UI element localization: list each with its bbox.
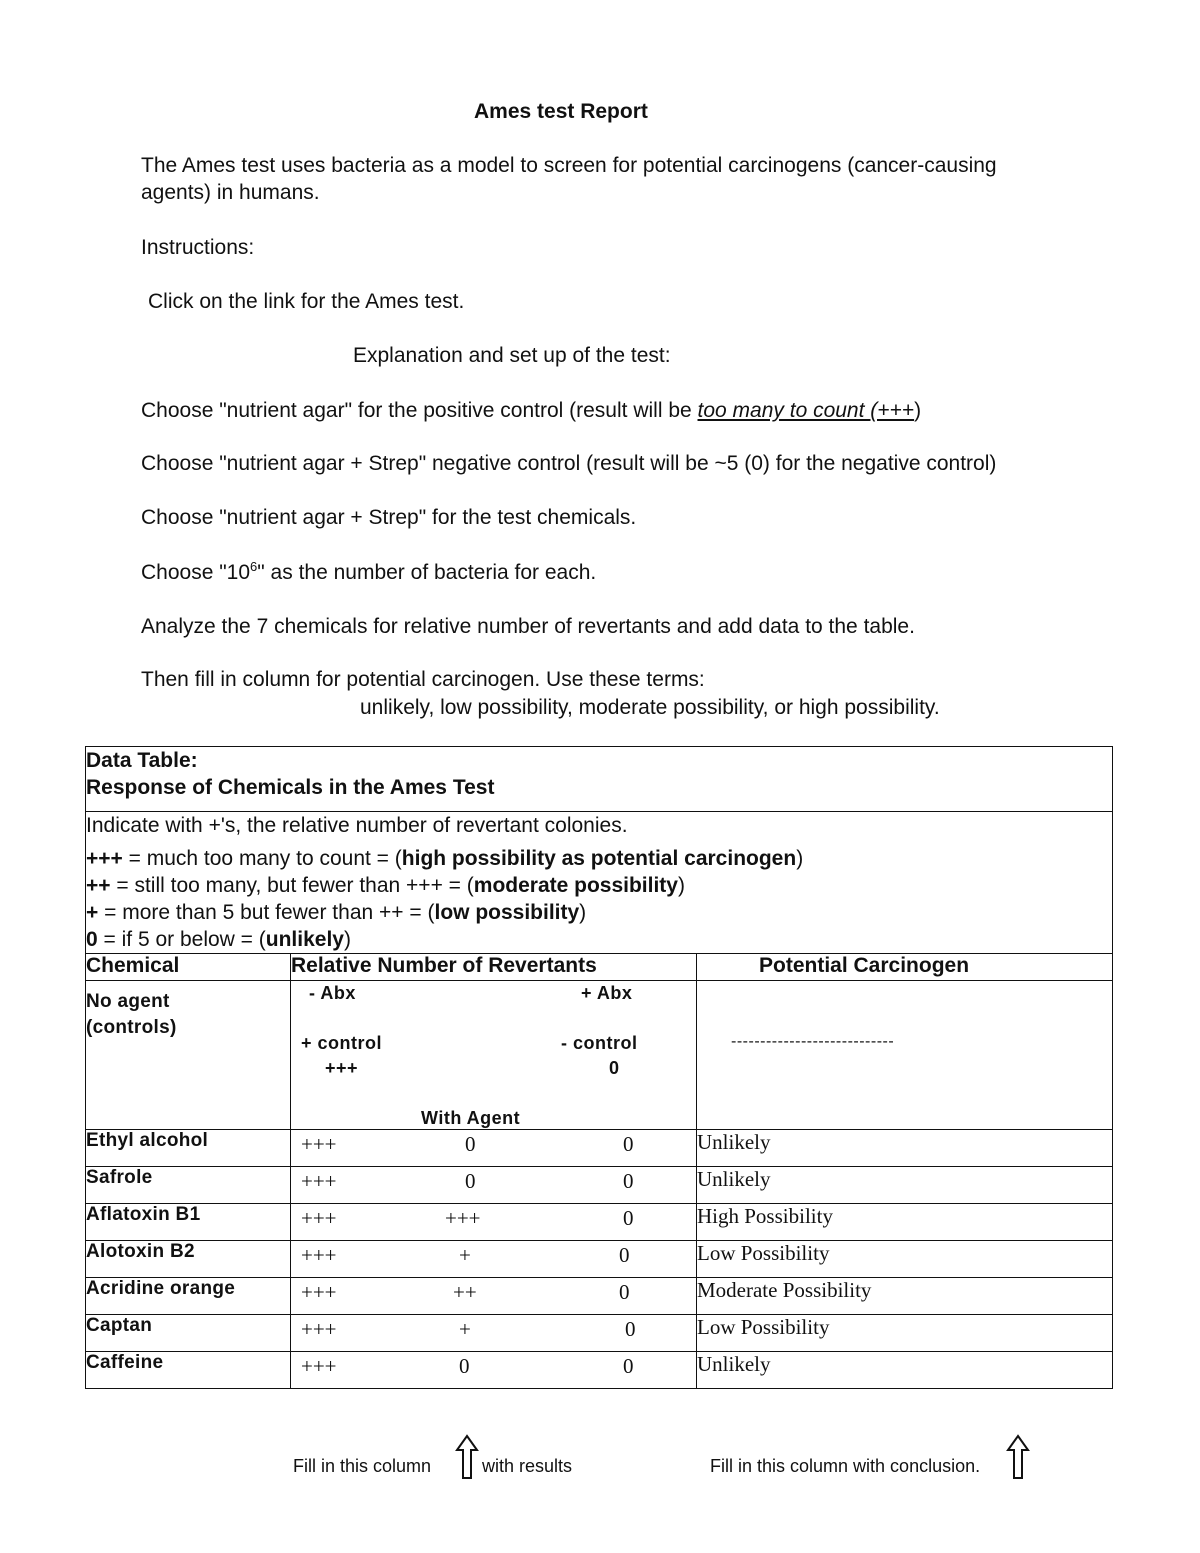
legend-symbol: ++ <box>86 874 111 897</box>
table-row <box>86 1130 1113 1167</box>
controls-carcinogen-cell <box>697 981 1113 1130</box>
with-agent-value: +++ <box>445 1206 481 1230</box>
page-title: Ames test Report <box>474 100 648 123</box>
minus-abx-value: +++ <box>301 1354 337 1378</box>
legend-text: = much too many to count = ( <box>122 847 402 870</box>
negative-control-step: Choose "nutrient agar + Strep" negative control (result will be ~5 (0) for the negative control) <box>141 452 997 475</box>
minus-control-label: - control <box>561 1033 638 1053</box>
chemical-name: Ethyl alcohol <box>86 1130 291 1167</box>
table-heading-title: Response of Chemicals in the Ames Test <box>86 776 495 799</box>
legend-symbol: +++ <box>86 847 123 870</box>
minus-abx-value: +++ <box>301 1169 337 1193</box>
carcinogen-conclusion[interactable]: Unlikely <box>697 1130 1113 1167</box>
up-arrow-icon <box>455 1434 479 1480</box>
step-click-link: Click on the link for the Ames test. <box>148 290 465 313</box>
controls-revertants-cell <box>291 981 697 1130</box>
table-row <box>86 1315 1113 1352</box>
table-row <box>86 1278 1113 1315</box>
revertant-cell[interactable] <box>291 1241 697 1278</box>
revertant-cell[interactable] <box>291 1278 697 1315</box>
legend-meaning: unlikely <box>265 928 344 951</box>
with-agent-value: 0 <box>459 1354 470 1378</box>
positive-control-step <box>141 397 921 425</box>
controls-label: No agent (controls) <box>86 981 291 1130</box>
plus-abx-value: 0 <box>623 1354 634 1378</box>
table-row <box>86 1167 1113 1204</box>
plus-abx-value: 0 <box>623 1169 634 1193</box>
minus-control-value: 0 <box>609 1058 620 1078</box>
revertant-cell[interactable] <box>291 1315 697 1352</box>
fill-in-step: Then fill in column for potential carcinogen. Use these terms: <box>141 668 705 691</box>
carcinogen-conclusion[interactable]: Unlikely <box>697 1167 1113 1204</box>
too-many-to-count-link[interactable]: too many to count (+++ <box>697 399 915 422</box>
plus-abx-label: + Abx <box>581 983 633 1003</box>
with-agent-value: 0 <box>465 1132 476 1156</box>
fill-in-terms: unlikely, low possibility, moderate possibility, or high possibility. <box>360 696 940 719</box>
minus-abx-value: +++ <box>301 1280 337 1304</box>
legend-meaning: low possibility <box>434 901 580 924</box>
plus-abx-value: 0 <box>623 1132 634 1156</box>
intro-line-2: agents) in humans. <box>141 181 320 204</box>
column-header-chemical: Chemical <box>86 954 291 981</box>
minus-abx-value: +++ <box>301 1206 337 1230</box>
minus-abx-value: +++ <box>301 1243 337 1267</box>
table-row <box>86 1352 1113 1389</box>
plus-control-label: + control <box>301 1033 383 1053</box>
chemical-name: Acridine orange <box>86 1278 291 1315</box>
revertant-cell[interactable] <box>291 1352 697 1389</box>
legend-close: ) <box>343 928 351 951</box>
controls-carcinogen-dashes: ---------------------------- <box>731 1033 895 1050</box>
carcinogen-conclusion[interactable]: Low Possibility <box>697 1241 1113 1278</box>
plus-abx-value: 0 <box>619 1280 630 1304</box>
table-heading-label: Data Table: <box>86 749 198 772</box>
legend-close: ) <box>677 874 685 897</box>
results-column-note: Fill in this column <box>293 1456 432 1476</box>
column-header-carcinogen: Potential Carcinogen <box>697 954 1113 981</box>
legend-item <box>86 899 1112 926</box>
minus-abx-value: +++ <box>301 1132 337 1156</box>
legend-meaning: moderate possibility <box>473 874 678 897</box>
chemical-name: Captan <box>86 1315 291 1352</box>
legend-text: = more than 5 but fewer than ++ = ( <box>98 901 435 924</box>
legend-close: ) <box>796 847 804 870</box>
carcinogen-conclusion[interactable]: Moderate Possibility <box>697 1278 1113 1315</box>
bacteria-text-end: " as the number of bacteria for each. <box>257 561 597 584</box>
explanation-text: Explanation and set up of the test: <box>353 344 671 367</box>
with-agent-value: + <box>459 1317 471 1341</box>
legend-box <box>86 812 1113 954</box>
revertant-cell[interactable] <box>291 1204 697 1241</box>
legend-intro: Indicate with +'s, the relative number of revertant colonies. <box>86 814 628 837</box>
legend-item <box>86 845 1112 872</box>
plus-control-value: +++ <box>325 1058 359 1078</box>
bacteria-exponent: 6 <box>250 559 258 574</box>
up-arrow-icon <box>1006 1434 1030 1480</box>
positive-control-text: Choose "nutrient agar" for the positive control (result will be <box>141 399 698 422</box>
minus-abx-label: - Abx <box>309 983 356 1003</box>
table-row <box>86 1204 1113 1241</box>
with-agent-value: 0 <box>465 1169 476 1193</box>
legend-item <box>86 926 1112 953</box>
legend-text: = if 5 or below = ( <box>97 928 266 951</box>
legend-symbol: + <box>86 901 99 924</box>
intro-line-1: The Ames test uses bacteria as a model to screen for potential carcinogens (cancer-causing <box>141 154 997 177</box>
legend-symbol: 0 <box>86 928 98 951</box>
test-chemicals-step: Choose "nutrient agar + Strep" for the test chemicals. <box>141 506 637 529</box>
carcinogen-conclusion[interactable]: High Possibility <box>697 1204 1113 1241</box>
instructions-label: Instructions: <box>141 236 255 259</box>
with-agent-value: ++ <box>453 1280 477 1304</box>
plus-abx-value: 0 <box>623 1206 634 1230</box>
chemical-name: Aflatoxin B1 <box>86 1204 291 1241</box>
chemical-name: Safrole <box>86 1167 291 1204</box>
legend-text: = still too many, but fewer than +++ = ( <box>110 874 474 897</box>
column-header-revertants: Relative Number of Revertants <box>291 954 697 981</box>
plus-abx-value: 0 <box>619 1243 630 1267</box>
table-row <box>86 1241 1113 1278</box>
chemical-name: Alotoxin B2 <box>86 1241 291 1278</box>
legend-meaning: high possibility as potential carcinogen <box>401 847 797 870</box>
conclusion-column-note: Fill in this column with conclusion. <box>710 1456 981 1476</box>
legend-close: ) <box>579 901 587 924</box>
carcinogen-conclusion[interactable]: Low Possibility <box>697 1315 1113 1352</box>
positive-control-close: ) <box>914 399 922 422</box>
with-agent-label: With Agent <box>421 1108 521 1128</box>
minus-abx-value: +++ <box>301 1317 337 1341</box>
analyze-step: Analyze the 7 chemicals for relative number of revertants and add data to the table. <box>141 615 915 638</box>
legend-item <box>86 872 1112 899</box>
table-header <box>86 747 1113 812</box>
bacteria-text: Choose "10 <box>141 561 251 584</box>
bacteria-count-step <box>141 559 596 587</box>
carcinogen-conclusion[interactable]: Unlikely <box>697 1352 1113 1389</box>
results-column-note-end: with results <box>482 1456 573 1476</box>
plus-abx-value: 0 <box>625 1317 636 1341</box>
revertant-cell[interactable] <box>291 1130 697 1167</box>
revertant-cell[interactable] <box>291 1167 697 1204</box>
data-table <box>85 746 1113 1389</box>
chemical-name: Caffeine <box>86 1352 291 1389</box>
with-agent-value: + <box>459 1243 471 1267</box>
